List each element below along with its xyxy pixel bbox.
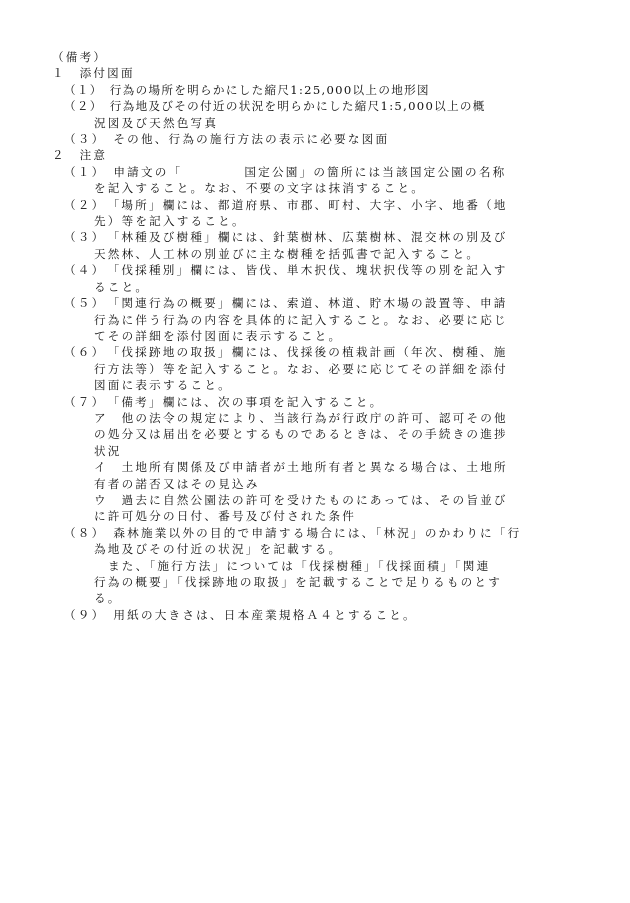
note-item-7-sub-i-line-2: 有者の諾否又はその見込み: [94, 476, 260, 491]
note-item-8-line-2: 為地及びその付近の状況」を記載する。: [94, 542, 343, 557]
note-item-6: [52, 344, 592, 393]
note-item-7-sub-a-line-1: ア 他の法令の規定により、当該行為が行政庁の許可、認可その他: [94, 410, 508, 425]
note-item-7-sub-i-line-1: イ 土地所有関係及び申請者が土地所有者と異なる場合は、土地所: [94, 460, 508, 475]
section-notes-heading: ２ 注意: [52, 148, 108, 163]
note-item-3-line-2: 天然林、人工林の別並びに主な樹種を括弧書で記入すること。: [94, 246, 481, 261]
note-item-7-sub-a-line-2: の処分又は届出を必要とするものであるときは、その手続きの進捗: [94, 427, 508, 442]
note-item-2: [52, 197, 592, 230]
note-item-8-continuation-line-1: また、「施行方法」については「伐採樹種」「伐採面積」「関連: [108, 558, 491, 573]
note-item-3-line-1: （３） 「林種及び樹種」欄には、針葉樹林、広葉樹林、混交林の別及び: [64, 230, 508, 245]
note-item-4: [52, 262, 592, 295]
note-item-7-line-1: （７） 「備考」欄には、次の事項を記入すること。: [64, 394, 384, 409]
section-attached-drawings-heading: １ 添付図面: [52, 66, 135, 81]
note-item-3: [52, 229, 592, 262]
note-item-5: [52, 295, 592, 344]
note-item-1-suffix: 国定公園」の箇所には当該国定公園の名称: [244, 164, 507, 179]
note-item-8: [52, 525, 592, 607]
note-item-1-line-2: を記入すること。なお、不要の文字は抹消すること。: [94, 181, 426, 196]
note-item-1-line-1: [52, 164, 592, 180]
note-item-7-sub-u-line-1: ウ 過去に自然公園法の許可を受けたものにあっては、その旨並び: [94, 492, 508, 507]
note-item-6-line-2: 行方法等）等を記入すること。なお、必要に応じてその詳細を添付: [94, 361, 508, 376]
attached-drawing-item-2-line-2: 況図及び天然色写真: [94, 115, 219, 130]
note-item-1: [52, 164, 592, 197]
attached-drawing-item-1: [52, 82, 592, 98]
note-item-5-line-2: 行為に伴う行為の内容を具体的に記入すること。なお、必要に応じ: [94, 312, 508, 327]
attached-drawing-item-3-line-1: （３） その他、行為の施行方法の表示に必要な図面: [64, 132, 390, 147]
note-item-7-sub-u-line-2: に許可処分の日付、番号及び付された条件: [94, 509, 357, 524]
note-item-4-line-2: ること。: [94, 279, 150, 294]
remarks-document: [52, 49, 592, 623]
note-item-6-line-1: （６） 「伐採跡地の取扱」欄には、伐採後の植栽計画（年次、樹種、施: [64, 345, 508, 360]
note-item-8-continuation-line-3: る。: [94, 591, 122, 606]
note-item-1-prefix: （１） 申請文の「: [64, 164, 183, 179]
note-item-2-line-2: 先）等を記入すること。: [94, 214, 246, 229]
remarks-heading: （備考）: [52, 50, 108, 64]
note-item-7: [52, 394, 592, 525]
attached-drawing-item-2-line-1: （２） 行為地及びその付近の状況を明らかにした縮尺1:5,000以上の概: [64, 99, 486, 114]
attached-drawing-item-1-line-1: （１） 行為の場所を明らかにした縮尺1:25,000以上の地形図: [64, 82, 430, 97]
note-item-7-sub-a-line-3: 状況: [94, 443, 122, 458]
attached-drawing-item-3: [52, 131, 592, 147]
note-item-9-line-1: （９） 用紙の大きさは、日本産業規格Ａ４とすること。: [64, 607, 417, 622]
note-item-5-line-1: （５） 「関連行為の概要」欄には、索道、林道、貯木場の設置等、申請: [64, 296, 508, 311]
note-item-9: [52, 607, 592, 623]
note-item-5-line-3: てその詳細を添付図面に表示すること。: [94, 328, 343, 343]
note-item-6-line-3: 図面に表示すること。: [94, 378, 232, 393]
note-item-4-line-1: （４） 「伐採種別」欄には、皆伐、単木択伐、塊状択伐等の別を記入す: [64, 263, 508, 278]
note-item-8-continuation-line-2: 行為の概要」「伐採跡地の取扱」を記載することで足りるものとす: [94, 575, 503, 589]
note-item-8-line-1: （８） 森林施業以外の目的で申請する場合には、「林況」のかわりに「行: [64, 525, 522, 540]
attached-drawing-item-2: [52, 98, 592, 131]
note-item-2-line-1: （２） 「場所」欄には、都道府県、市郡、町村、大字、小字、地番（地: [64, 197, 508, 212]
